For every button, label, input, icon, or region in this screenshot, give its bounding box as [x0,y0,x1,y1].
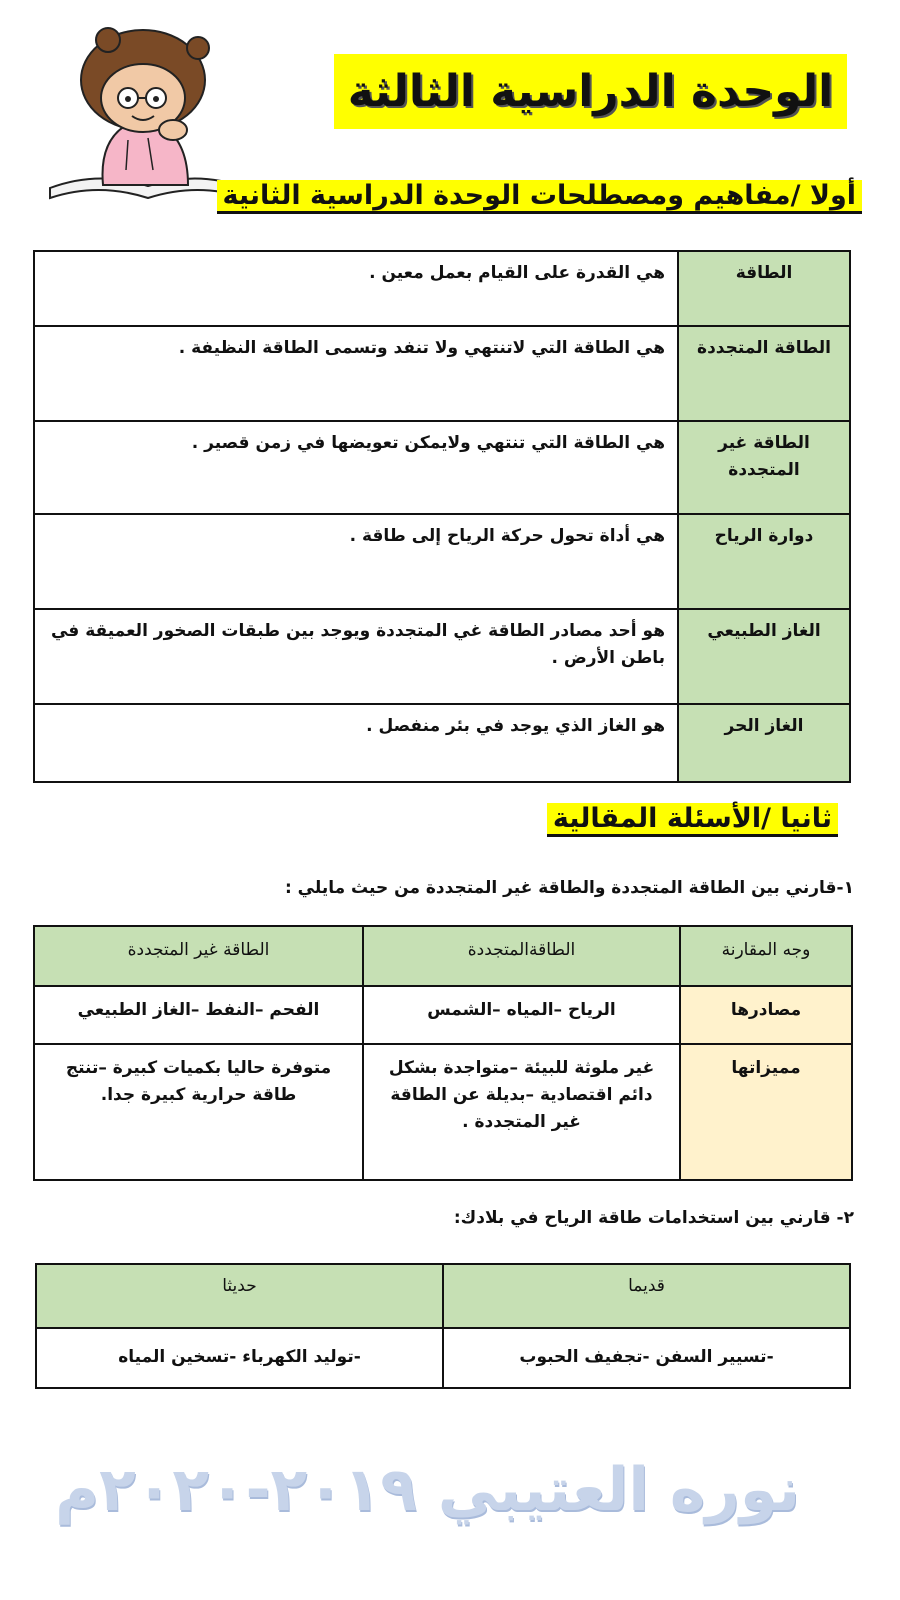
definition-cell: هي أداة تحول حركة الرياح إلى طاقة . [34,514,678,609]
term-row [34,421,850,514]
definition-cell: هو أحد مصادر الطاقة غي المتجددة ويوجد بين طبقات الصخور العميقة في باطن الأرض . [34,609,678,704]
wind-header-row [36,1264,850,1328]
question-1: ١-قارني بين الطاقة المتجددة والطاقة غير المتجددة من حيث مايلي : [284,878,854,898]
renewable-cell: غير ملوثة للبيئة –متواجدة بشكل دائم اقتصادية –بديلة عن الطاقة غير المتجددة . [363,1044,680,1180]
old-uses-cell: -تسيير السفن -تجفيف الحبوب [443,1328,850,1388]
wind-uses-row [36,1328,850,1388]
nonrenewable-cell: الفحم –النفط –الغاز الطبيعي [34,986,363,1044]
comparison-row [34,986,852,1044]
renewable-cell: الرياح –المياه –الشمس [363,986,680,1044]
definition-cell: هي الطاقة التي تنتهي ولايمكن تعويضها في زمن قصير . [34,421,678,514]
term-cell: الغاز الحر [678,704,850,782]
header-new: حديثا [36,1264,443,1328]
terms-table [33,250,851,783]
header-aspect: وجه المقارنة [680,926,852,986]
term-cell: الطاقة المتجددة [678,326,850,421]
definition-cell: هو الغاز الذي يوجد في بئر منفصل . [34,704,678,782]
term-row [34,704,850,782]
girl-reading-illustration [48,20,248,205]
definition-cell: هي القدرة على القيام بعمل معين . [34,251,678,326]
question-2: ٢- قارني بين استخدامات طاقة الرياح في بلادك: [453,1208,854,1228]
term-cell: الطاقة [678,251,850,326]
section-essay-heading: ثانيا /الأسئلة المقالية [547,803,838,837]
header-old: قديما [443,1264,850,1328]
unit-title: الوحدة الدراسية الثالثة [334,54,847,129]
term-cell: الغاز الطبيعي [678,609,850,704]
definition-cell: هي الطاقة التي لاتنتهي ولا تنفد وتسمى الطاقة النظيفة . [34,326,678,421]
term-row [34,609,850,704]
energy-comparison-table [33,925,853,1181]
term-cell: الطاقة غير المتجددة [678,421,850,514]
comparison-header-row [34,926,852,986]
section-concepts-heading: أولا /مفاهيم ومصطلحات الوحدة الدراسية الثانية [217,180,863,214]
term-row [34,514,850,609]
term-cell: دوارة الرياح [678,514,850,609]
term-row [34,251,850,326]
new-uses-cell: -توليد الكهرباء -تسخين المياه [36,1328,443,1388]
term-row [34,326,850,421]
wind-uses-table [35,1263,851,1389]
row-label: مميزاتها [680,1044,852,1180]
nonrenewable-cell: متوفرة حاليا بكميات كبيرة –تنتج طاقة حرارية كبيرة جدا. [34,1044,363,1180]
header-renewable: الطاقةالمتجددة [363,926,680,986]
comparison-row [34,1044,852,1180]
header-nonrenewable: الطاقة غير المتجددة [34,926,363,986]
row-label: مصادرها [680,986,852,1044]
author-watermark: نوره العتيبي ٢٠١٩-٢٠٢٠م [55,1455,800,1525]
